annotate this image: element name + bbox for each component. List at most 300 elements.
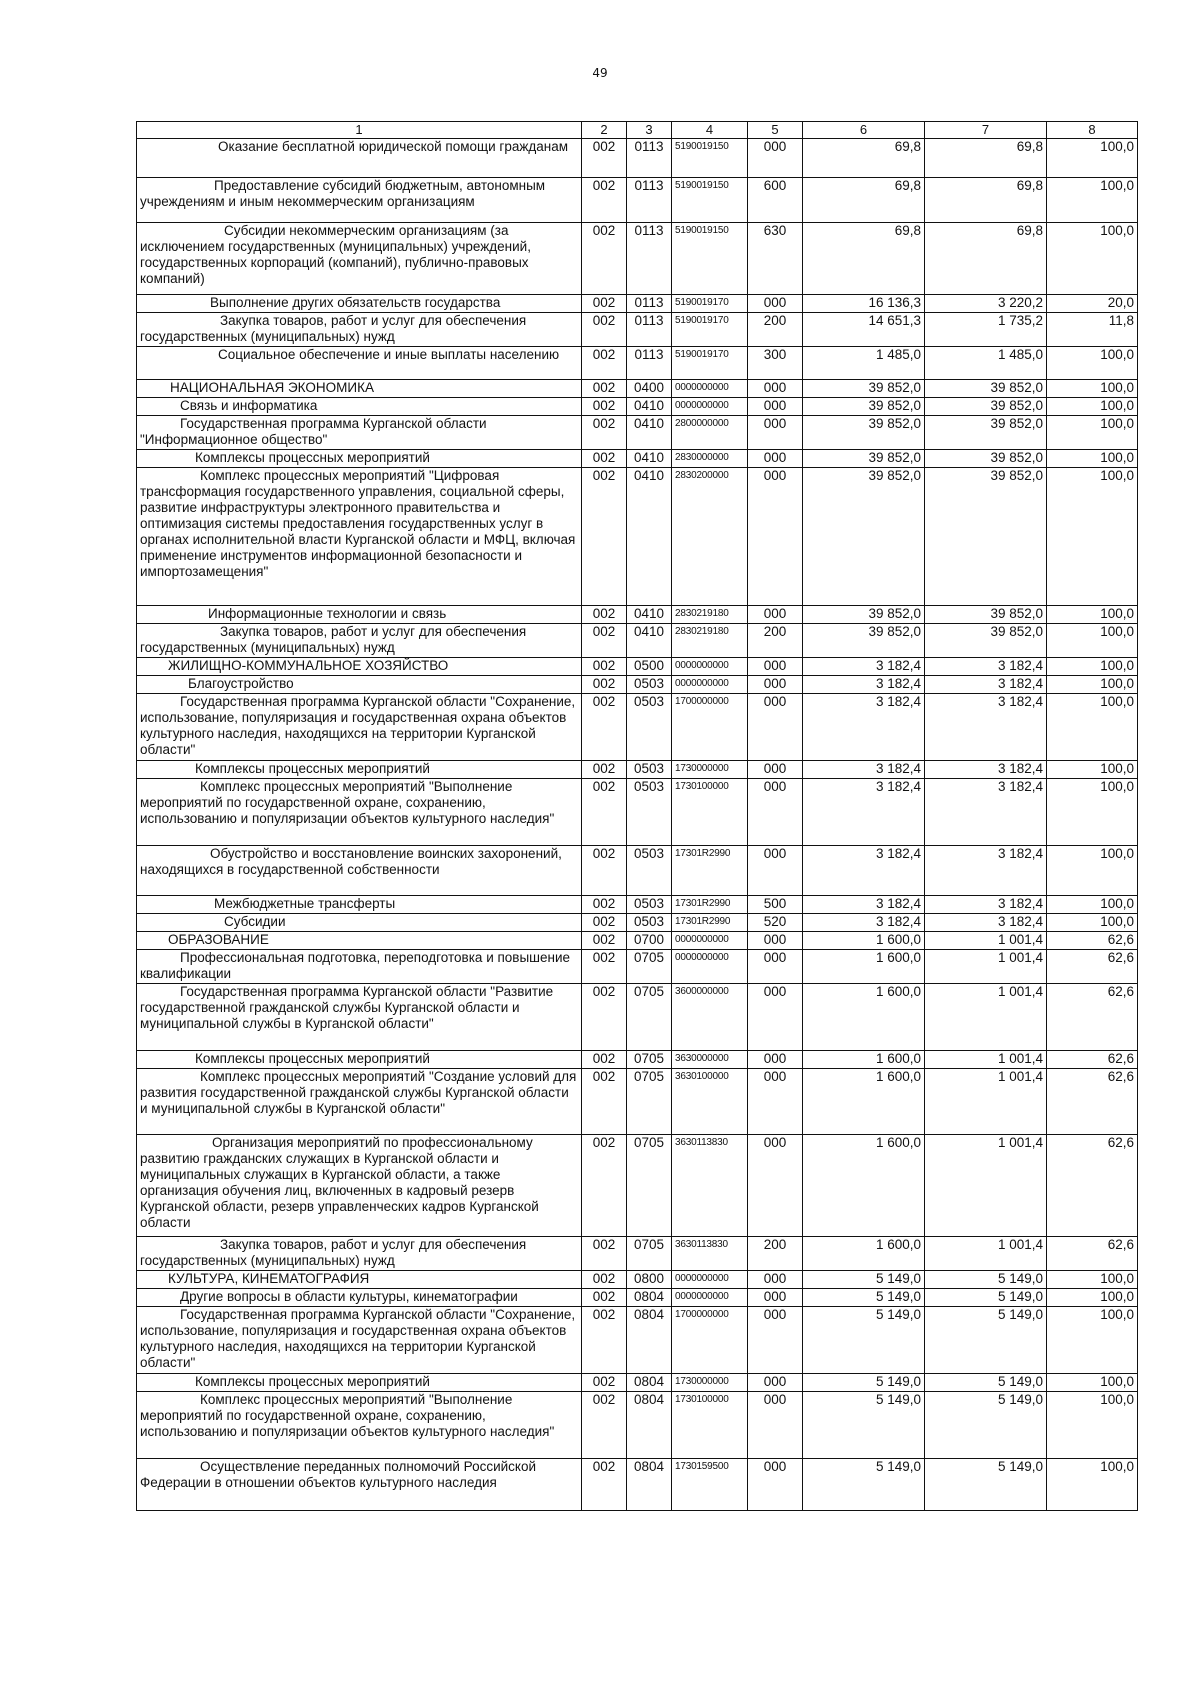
execution-percent-cell: 100,0 bbox=[1047, 606, 1138, 624]
expense-type-cell: 000 bbox=[748, 380, 803, 398]
table-row bbox=[137, 223, 1138, 295]
header-col-4: 4 bbox=[672, 122, 748, 139]
section-code-cell: 0500 bbox=[627, 658, 672, 676]
planned-amount-cell: 3 182,4 bbox=[803, 914, 925, 932]
executed-amount-cell: 1 001,4 bbox=[925, 1237, 1047, 1271]
target-article-cell: 2830219180 bbox=[672, 606, 748, 624]
executed-amount-cell: 39 852,0 bbox=[925, 624, 1047, 658]
admin-code-cell: 002 bbox=[582, 779, 627, 846]
admin-code-cell: 002 bbox=[582, 1237, 627, 1271]
target-article-cell: 2830000000 bbox=[672, 450, 748, 468]
executed-amount-cell: 3 182,4 bbox=[925, 896, 1047, 914]
execution-percent-cell: 100,0 bbox=[1047, 468, 1138, 606]
target-article-cell: 2830200000 bbox=[672, 468, 748, 606]
table-row bbox=[137, 624, 1138, 658]
expense-type-cell: 000 bbox=[748, 846, 803, 896]
row-name-cell: Благоустройство bbox=[137, 676, 582, 694]
planned-amount-cell: 1 600,0 bbox=[803, 1051, 925, 1069]
section-code-cell: 0503 bbox=[627, 914, 672, 932]
row-name-cell: Закупка товаров, работ и услуг для обеспечения государственных (муниципальных) нужд bbox=[137, 624, 582, 658]
execution-percent-cell: 100,0 bbox=[1047, 139, 1138, 178]
execution-percent-cell: 62,6 bbox=[1047, 1051, 1138, 1069]
admin-code-cell: 002 bbox=[582, 380, 627, 398]
planned-amount-cell: 69,8 bbox=[803, 223, 925, 295]
execution-percent-cell: 100,0 bbox=[1047, 223, 1138, 295]
expense-type-cell: 000 bbox=[748, 606, 803, 624]
executed-amount-cell: 39 852,0 bbox=[925, 606, 1047, 624]
row-name-cell: Организация мероприятий по профессиональному развитию гражданских служащих в Курганской области и муниципальных служащих в Курганской области, а также организация обучения лиц, включенных в кадровый резерв Курганской области, резерв управленческих кадров Курганской области bbox=[137, 1135, 582, 1237]
section-code-cell: 0400 bbox=[627, 380, 672, 398]
executed-amount-cell: 1 001,4 bbox=[925, 1069, 1047, 1135]
section-code-cell: 0705 bbox=[627, 1135, 672, 1237]
row-name-cell: НАЦИОНАЛЬНАЯ ЭКОНОМИКА bbox=[137, 380, 582, 398]
header-col-1: 1 bbox=[137, 122, 582, 139]
table-row bbox=[137, 295, 1138, 313]
expense-type-cell: 600 bbox=[748, 178, 803, 223]
admin-code-cell: 002 bbox=[582, 468, 627, 606]
section-code-cell: 0705 bbox=[627, 1237, 672, 1271]
row-name-cell: Государственная программа Курганской области "Сохранение, использование, популяризация и государственная охрана объектов культурного наследия, находящихся на территории Курганской области" bbox=[137, 1307, 582, 1374]
target-article-cell: 2800000000 bbox=[672, 416, 748, 450]
target-article-cell: 17301R2990 bbox=[672, 914, 748, 932]
target-article-cell: 17301R2990 bbox=[672, 846, 748, 896]
section-code-cell: 0503 bbox=[627, 761, 672, 779]
expense-type-cell: 200 bbox=[748, 1237, 803, 1271]
planned-amount-cell: 3 182,4 bbox=[803, 676, 925, 694]
execution-percent-cell: 100,0 bbox=[1047, 658, 1138, 676]
row-name-cell: Предоставление субсидий бюджетным, автономным учреждениям и иным некоммерческим организациям bbox=[137, 178, 582, 223]
row-name-cell: Комплекс процессных мероприятий "Выполнение мероприятий по государственной охране, сохранению, использованию и популяризации объектов культурного наследия" bbox=[137, 1392, 582, 1459]
row-name-cell: Выполнение других обязательств государства bbox=[137, 295, 582, 313]
admin-code-cell: 002 bbox=[582, 1069, 627, 1135]
header-col-3: 3 bbox=[627, 122, 672, 139]
target-article-cell: 3630113830 bbox=[672, 1237, 748, 1271]
executed-amount-cell: 39 852,0 bbox=[925, 380, 1047, 398]
table-row bbox=[137, 450, 1138, 468]
section-code-cell: 0410 bbox=[627, 398, 672, 416]
section-code-cell: 0410 bbox=[627, 416, 672, 450]
executed-amount-cell: 3 182,4 bbox=[925, 694, 1047, 761]
target-article-cell: 3630113830 bbox=[672, 1135, 748, 1237]
section-code-cell: 0503 bbox=[627, 896, 672, 914]
execution-percent-cell: 100,0 bbox=[1047, 896, 1138, 914]
admin-code-cell: 002 bbox=[582, 846, 627, 896]
table-row bbox=[137, 347, 1138, 380]
section-code-cell: 0410 bbox=[627, 468, 672, 606]
execution-percent-cell: 11,8 bbox=[1047, 313, 1138, 347]
admin-code-cell: 002 bbox=[582, 761, 627, 779]
executed-amount-cell: 39 852,0 bbox=[925, 468, 1047, 606]
expense-type-cell: 000 bbox=[748, 468, 803, 606]
table-row bbox=[137, 761, 1138, 779]
expense-type-cell: 000 bbox=[748, 295, 803, 313]
section-code-cell: 0113 bbox=[627, 178, 672, 223]
expense-type-cell: 500 bbox=[748, 896, 803, 914]
planned-amount-cell: 5 149,0 bbox=[803, 1392, 925, 1459]
expense-type-cell: 000 bbox=[748, 1459, 803, 1511]
expense-type-cell: 000 bbox=[748, 398, 803, 416]
table-row bbox=[137, 1051, 1138, 1069]
admin-code-cell: 002 bbox=[582, 178, 627, 223]
header-col-5: 5 bbox=[748, 122, 803, 139]
row-name-cell: Государственная программа Курганской области "Развитие государственной гражданской службы Курганской области и муниципальной службы в Курганской области" bbox=[137, 984, 582, 1051]
executed-amount-cell: 39 852,0 bbox=[925, 416, 1047, 450]
executed-amount-cell: 5 149,0 bbox=[925, 1459, 1047, 1511]
target-article-cell: 5190019170 bbox=[672, 313, 748, 347]
table-row bbox=[137, 932, 1138, 950]
execution-percent-cell: 62,6 bbox=[1047, 932, 1138, 950]
planned-amount-cell: 16 136,3 bbox=[803, 295, 925, 313]
target-article-cell: 5190019150 bbox=[672, 139, 748, 178]
target-article-cell: 0000000000 bbox=[672, 676, 748, 694]
section-code-cell: 0800 bbox=[627, 1271, 672, 1289]
row-name-cell: Оказание бесплатной юридической помощи гражданам bbox=[137, 139, 582, 178]
table-row bbox=[137, 139, 1138, 178]
target-article-cell: 2830219180 bbox=[672, 624, 748, 658]
admin-code-cell: 002 bbox=[582, 676, 627, 694]
section-code-cell: 0804 bbox=[627, 1289, 672, 1307]
table-row bbox=[137, 950, 1138, 984]
execution-percent-cell: 100,0 bbox=[1047, 676, 1138, 694]
row-name-cell: Государственная программа Курганской области "Информационное общество" bbox=[137, 416, 582, 450]
expense-type-cell: 520 bbox=[748, 914, 803, 932]
planned-amount-cell: 14 651,3 bbox=[803, 313, 925, 347]
row-name-cell: Информационные технологии и связь bbox=[137, 606, 582, 624]
executed-amount-cell: 5 149,0 bbox=[925, 1374, 1047, 1392]
target-article-cell: 1730100000 bbox=[672, 1392, 748, 1459]
admin-code-cell: 002 bbox=[582, 658, 627, 676]
table-row bbox=[137, 468, 1138, 606]
section-code-cell: 0705 bbox=[627, 984, 672, 1051]
executed-amount-cell: 3 182,4 bbox=[925, 846, 1047, 896]
admin-code-cell: 002 bbox=[582, 914, 627, 932]
expense-type-cell: 000 bbox=[748, 1289, 803, 1307]
row-name-cell: Межбюджетные трансферты bbox=[137, 896, 582, 914]
expense-type-cell: 000 bbox=[748, 932, 803, 950]
execution-percent-cell: 100,0 bbox=[1047, 1271, 1138, 1289]
table-row bbox=[137, 1307, 1138, 1374]
planned-amount-cell: 1 600,0 bbox=[803, 984, 925, 1051]
expense-type-cell: 000 bbox=[748, 658, 803, 676]
target-article-cell: 5190019170 bbox=[672, 347, 748, 380]
expense-type-cell: 000 bbox=[748, 416, 803, 450]
execution-percent-cell: 100,0 bbox=[1047, 694, 1138, 761]
row-name-cell: Комплексы процессных мероприятий bbox=[137, 1051, 582, 1069]
table-row bbox=[137, 398, 1138, 416]
table-row bbox=[137, 606, 1138, 624]
planned-amount-cell: 5 149,0 bbox=[803, 1374, 925, 1392]
execution-percent-cell: 100,0 bbox=[1047, 347, 1138, 380]
expense-type-cell: 200 bbox=[748, 313, 803, 347]
expense-type-cell: 000 bbox=[748, 450, 803, 468]
row-name-cell: Государственная программа Курганской области "Сохранение, использование, популяризация и государственная охрана объектов культурного наследия, находящихся на территории Курганской области" bbox=[137, 694, 582, 761]
planned-amount-cell: 5 149,0 bbox=[803, 1459, 925, 1511]
section-code-cell: 0410 bbox=[627, 606, 672, 624]
admin-code-cell: 002 bbox=[582, 1392, 627, 1459]
target-article-cell: 1730159500 bbox=[672, 1459, 748, 1511]
executed-amount-cell: 1 001,4 bbox=[925, 984, 1047, 1051]
expense-type-cell: 300 bbox=[748, 347, 803, 380]
section-code-cell: 0503 bbox=[627, 779, 672, 846]
table-row bbox=[137, 1374, 1138, 1392]
expense-type-cell: 000 bbox=[748, 1392, 803, 1459]
target-article-cell: 3630100000 bbox=[672, 1069, 748, 1135]
admin-code-cell: 002 bbox=[582, 295, 627, 313]
admin-code-cell: 002 bbox=[582, 347, 627, 380]
execution-percent-cell: 100,0 bbox=[1047, 1307, 1138, 1374]
table-row bbox=[137, 1069, 1138, 1135]
executed-amount-cell: 1 485,0 bbox=[925, 347, 1047, 380]
admin-code-cell: 002 bbox=[582, 1051, 627, 1069]
executed-amount-cell: 1 735,2 bbox=[925, 313, 1047, 347]
table-row bbox=[137, 779, 1138, 846]
planned-amount-cell: 1 600,0 bbox=[803, 932, 925, 950]
expense-type-cell: 200 bbox=[748, 624, 803, 658]
target-article-cell: 0000000000 bbox=[672, 658, 748, 676]
section-code-cell: 0410 bbox=[627, 450, 672, 468]
row-name-cell: ОБРАЗОВАНИЕ bbox=[137, 932, 582, 950]
table-row bbox=[137, 1271, 1138, 1289]
row-name-cell: Комплексы процессных мероприятий bbox=[137, 450, 582, 468]
executed-amount-cell: 3 182,4 bbox=[925, 761, 1047, 779]
target-article-cell: 5190019150 bbox=[672, 223, 748, 295]
execution-percent-cell: 100,0 bbox=[1047, 761, 1138, 779]
executed-amount-cell: 3 220,2 bbox=[925, 295, 1047, 313]
target-article-cell: 3600000000 bbox=[672, 984, 748, 1051]
expense-type-cell: 000 bbox=[748, 1051, 803, 1069]
admin-code-cell: 002 bbox=[582, 1307, 627, 1374]
section-code-cell: 0705 bbox=[627, 1069, 672, 1135]
table-row bbox=[137, 416, 1138, 450]
target-article-cell: 17301R2990 bbox=[672, 896, 748, 914]
planned-amount-cell: 39 852,0 bbox=[803, 398, 925, 416]
target-article-cell: 5190019150 bbox=[672, 178, 748, 223]
execution-percent-cell: 100,0 bbox=[1047, 779, 1138, 846]
target-article-cell: 0000000000 bbox=[672, 380, 748, 398]
executed-amount-cell: 5 149,0 bbox=[925, 1307, 1047, 1374]
target-article-cell: 1700000000 bbox=[672, 694, 748, 761]
row-name-cell: Комплекс процессных мероприятий "Создание условий для развития государственной гражданской службы Курганской области и муниципальной службы в Курганской области" bbox=[137, 1069, 582, 1135]
executed-amount-cell: 3 182,4 bbox=[925, 658, 1047, 676]
row-name-cell: Социальное обеспечение и иные выплаты населению bbox=[137, 347, 582, 380]
table-row bbox=[137, 380, 1138, 398]
table-row bbox=[137, 1135, 1138, 1237]
execution-percent-cell: 62,6 bbox=[1047, 1135, 1138, 1237]
execution-percent-cell: 100,0 bbox=[1047, 846, 1138, 896]
section-code-cell: 0804 bbox=[627, 1307, 672, 1374]
section-code-cell: 0503 bbox=[627, 846, 672, 896]
expense-type-cell: 000 bbox=[748, 676, 803, 694]
target-article-cell: 0000000000 bbox=[672, 1271, 748, 1289]
admin-code-cell: 002 bbox=[582, 1135, 627, 1237]
expense-type-cell: 000 bbox=[748, 139, 803, 178]
section-code-cell: 0804 bbox=[627, 1392, 672, 1459]
admin-code-cell: 002 bbox=[582, 1271, 627, 1289]
admin-code-cell: 002 bbox=[582, 1289, 627, 1307]
execution-percent-cell: 100,0 bbox=[1047, 450, 1138, 468]
executed-amount-cell: 3 182,4 bbox=[925, 676, 1047, 694]
executed-amount-cell: 1 001,4 bbox=[925, 1135, 1047, 1237]
executed-amount-cell: 39 852,0 bbox=[925, 450, 1047, 468]
planned-amount-cell: 1 600,0 bbox=[803, 1135, 925, 1237]
execution-percent-cell: 62,6 bbox=[1047, 950, 1138, 984]
target-article-cell: 5190019170 bbox=[672, 295, 748, 313]
executed-amount-cell: 1 001,4 bbox=[925, 950, 1047, 984]
executed-amount-cell: 69,8 bbox=[925, 178, 1047, 223]
execution-percent-cell: 62,6 bbox=[1047, 1069, 1138, 1135]
execution-percent-cell: 100,0 bbox=[1047, 1289, 1138, 1307]
execution-percent-cell: 100,0 bbox=[1047, 1392, 1138, 1459]
section-code-cell: 0503 bbox=[627, 676, 672, 694]
planned-amount-cell: 3 182,4 bbox=[803, 658, 925, 676]
expense-type-cell: 000 bbox=[748, 950, 803, 984]
planned-amount-cell: 1 600,0 bbox=[803, 1237, 925, 1271]
target-article-cell: 0000000000 bbox=[672, 950, 748, 984]
admin-code-cell: 002 bbox=[582, 694, 627, 761]
admin-code-cell: 002 bbox=[582, 932, 627, 950]
row-name-cell: Осуществление переданных полномочий Российской Федерации в отношении объектов культурного наследия bbox=[137, 1459, 582, 1511]
planned-amount-cell: 1 600,0 bbox=[803, 1069, 925, 1135]
table-row bbox=[137, 676, 1138, 694]
execution-percent-cell: 100,0 bbox=[1047, 1459, 1138, 1511]
header-col-6: 6 bbox=[803, 122, 925, 139]
header-row bbox=[137, 122, 1138, 139]
row-name-cell: Субсидии bbox=[137, 914, 582, 932]
admin-code-cell: 002 bbox=[582, 1374, 627, 1392]
expense-type-cell: 000 bbox=[748, 694, 803, 761]
header-col-8: 8 bbox=[1047, 122, 1138, 139]
planned-amount-cell: 1 600,0 bbox=[803, 950, 925, 984]
row-name-cell: КУЛЬТУРА, КИНЕМАТОГРАФИЯ bbox=[137, 1271, 582, 1289]
table-row bbox=[137, 984, 1138, 1051]
row-name-cell: Другие вопросы в области культуры, кинематографии bbox=[137, 1289, 582, 1307]
planned-amount-cell: 39 852,0 bbox=[803, 380, 925, 398]
section-code-cell: 0705 bbox=[627, 1051, 672, 1069]
admin-code-cell: 002 bbox=[582, 624, 627, 658]
planned-amount-cell: 39 852,0 bbox=[803, 624, 925, 658]
expense-type-cell: 630 bbox=[748, 223, 803, 295]
planned-amount-cell: 39 852,0 bbox=[803, 468, 925, 606]
execution-percent-cell: 62,6 bbox=[1047, 984, 1138, 1051]
execution-percent-cell: 100,0 bbox=[1047, 1374, 1138, 1392]
target-article-cell: 3630000000 bbox=[672, 1051, 748, 1069]
executed-amount-cell: 5 149,0 bbox=[925, 1289, 1047, 1307]
row-name-cell: Комплексы процессных мероприятий bbox=[137, 1374, 582, 1392]
section-code-cell: 0804 bbox=[627, 1374, 672, 1392]
table-row bbox=[137, 313, 1138, 347]
expense-type-cell: 000 bbox=[748, 1069, 803, 1135]
expense-type-cell: 000 bbox=[748, 984, 803, 1051]
row-name-cell: Связь и информатика bbox=[137, 398, 582, 416]
expense-type-cell: 000 bbox=[748, 1135, 803, 1237]
executed-amount-cell: 5 149,0 bbox=[925, 1271, 1047, 1289]
section-code-cell: 0113 bbox=[627, 223, 672, 295]
target-article-cell: 1730000000 bbox=[672, 1374, 748, 1392]
executed-amount-cell: 69,8 bbox=[925, 223, 1047, 295]
row-name-cell: Закупка товаров, работ и услуг для обеспечения государственных (муниципальных) нужд bbox=[137, 1237, 582, 1271]
expense-type-cell: 000 bbox=[748, 1374, 803, 1392]
row-name-cell: Комплекс процессных мероприятий "Цифровая трансформация государственного управления, социальной сферы, развитие инфраструктуры электронного правительства и оптимизация системы предоставления государственных услуг в органах исполнительной власти Курганской области и МФЦ, включая применение инструментов информационной безопасности и импортозамещения" bbox=[137, 468, 582, 606]
table-row bbox=[137, 914, 1138, 932]
execution-percent-cell: 100,0 bbox=[1047, 398, 1138, 416]
table-row bbox=[137, 1392, 1138, 1459]
target-article-cell: 1730000000 bbox=[672, 761, 748, 779]
planned-amount-cell: 69,8 bbox=[803, 178, 925, 223]
executed-amount-cell: 1 001,4 bbox=[925, 1051, 1047, 1069]
admin-code-cell: 002 bbox=[582, 139, 627, 178]
execution-percent-cell: 100,0 bbox=[1047, 914, 1138, 932]
table-row bbox=[137, 1237, 1138, 1271]
row-name-cell: Закупка товаров, работ и услуг для обеспечения государственных (муниципальных) нужд bbox=[137, 313, 582, 347]
table-row bbox=[137, 846, 1138, 896]
table-row bbox=[137, 694, 1138, 761]
header-col-2: 2 bbox=[582, 122, 627, 139]
table-row bbox=[137, 178, 1138, 223]
section-code-cell: 0113 bbox=[627, 313, 672, 347]
expense-type-cell: 000 bbox=[748, 779, 803, 846]
planned-amount-cell: 3 182,4 bbox=[803, 761, 925, 779]
target-article-cell: 1730100000 bbox=[672, 779, 748, 846]
planned-amount-cell: 3 182,4 bbox=[803, 779, 925, 846]
planned-amount-cell: 3 182,4 bbox=[803, 846, 925, 896]
row-name-cell: Субсидии некоммерческим организациям (за исключением государственных (муниципальных) учреждений, государственных корпораций (компаний), публично-правовых компаний) bbox=[137, 223, 582, 295]
planned-amount-cell: 39 852,0 bbox=[803, 416, 925, 450]
page-number: 49 bbox=[592, 66, 608, 80]
section-code-cell: 0804 bbox=[627, 1459, 672, 1511]
budget-table bbox=[136, 121, 1138, 1511]
admin-code-cell: 002 bbox=[582, 1459, 627, 1511]
section-code-cell: 0113 bbox=[627, 139, 672, 178]
execution-percent-cell: 100,0 bbox=[1047, 624, 1138, 658]
section-code-cell: 0113 bbox=[627, 295, 672, 313]
table-row bbox=[137, 1289, 1138, 1307]
admin-code-cell: 002 bbox=[582, 950, 627, 984]
executed-amount-cell: 3 182,4 bbox=[925, 914, 1047, 932]
planned-amount-cell: 39 852,0 bbox=[803, 450, 925, 468]
section-code-cell: 0700 bbox=[627, 932, 672, 950]
execution-percent-cell: 20,0 bbox=[1047, 295, 1138, 313]
planned-amount-cell: 39 852,0 bbox=[803, 606, 925, 624]
target-article-cell: 0000000000 bbox=[672, 1289, 748, 1307]
planned-amount-cell: 3 182,4 bbox=[803, 694, 925, 761]
execution-percent-cell: 100,0 bbox=[1047, 178, 1138, 223]
execution-percent-cell: 62,6 bbox=[1047, 1237, 1138, 1271]
section-code-cell: 0113 bbox=[627, 347, 672, 380]
admin-code-cell: 002 bbox=[582, 606, 627, 624]
target-article-cell: 0000000000 bbox=[672, 398, 748, 416]
planned-amount-cell: 69,8 bbox=[803, 139, 925, 178]
expense-type-cell: 000 bbox=[748, 1307, 803, 1374]
expense-type-cell: 000 bbox=[748, 761, 803, 779]
executed-amount-cell: 5 149,0 bbox=[925, 1392, 1047, 1459]
table-row bbox=[137, 896, 1138, 914]
admin-code-cell: 002 bbox=[582, 398, 627, 416]
row-name-cell: Обустройство и восстановление воинских захоронений, находящихся в государственной собственности bbox=[137, 846, 582, 896]
row-name-cell: Комплексы процессных мероприятий bbox=[137, 761, 582, 779]
admin-code-cell: 002 bbox=[582, 450, 627, 468]
admin-code-cell: 002 bbox=[582, 416, 627, 450]
section-code-cell: 0705 bbox=[627, 950, 672, 984]
section-code-cell: 0410 bbox=[627, 624, 672, 658]
execution-percent-cell: 100,0 bbox=[1047, 416, 1138, 450]
row-name-cell: ЖИЛИЩНО-КОММУНАЛЬНОЕ ХОЗЯЙСТВО bbox=[137, 658, 582, 676]
header-col-7: 7 bbox=[925, 122, 1047, 139]
target-article-cell: 0000000000 bbox=[672, 932, 748, 950]
executed-amount-cell: 3 182,4 bbox=[925, 779, 1047, 846]
expense-type-cell: 000 bbox=[748, 1271, 803, 1289]
row-name-cell: Профессиональная подготовка, переподготовка и повышение квалификации bbox=[137, 950, 582, 984]
planned-amount-cell: 1 485,0 bbox=[803, 347, 925, 380]
